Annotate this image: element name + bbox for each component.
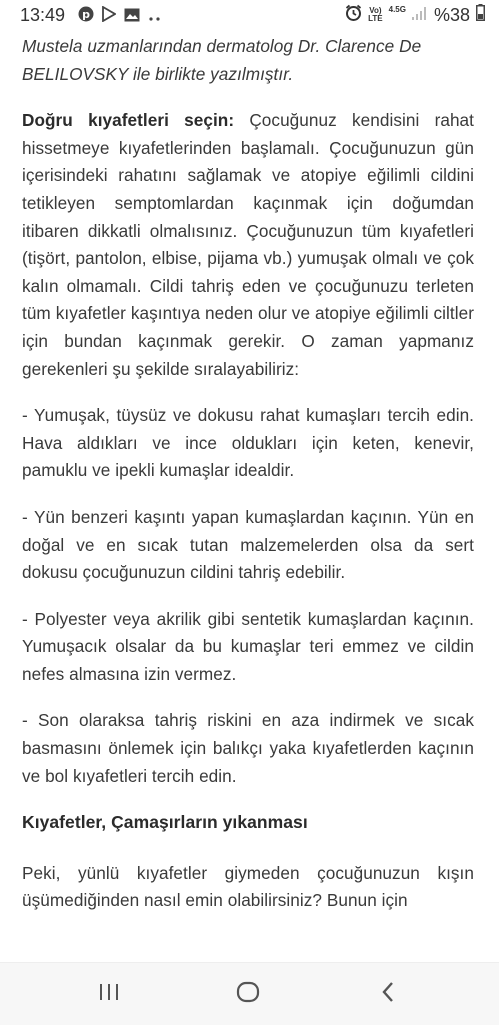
alarm-icon <box>345 4 362 26</box>
article-content <box>22 33 474 934</box>
navigation-bar <box>0 962 499 1025</box>
back-button[interactable] <box>358 977 418 1011</box>
list-item: - Polyester veya akrilik gibi sentetik kumaşlardan kaçının. Yumuşacık olsalar da bu kumaşlar teri emmez ve cildin nefes almasına izin vermez. <box>22 608 474 684</box>
battery-icon <box>476 4 485 26</box>
network-bottom: LTE <box>368 14 383 23</box>
author-note: Mustela uzmanlarından dermatolog Dr. Clarence De BELILOVSKY ile birlikte yazılmıştır. <box>22 36 422 84</box>
status-right <box>345 4 485 26</box>
status-time: 13:49 <box>20 5 66 25</box>
battery-text: %38 <box>433 4 470 25</box>
signal-label: 4.5G <box>388 5 406 14</box>
image-icon <box>124 7 140 27</box>
back-icon <box>380 981 396 1008</box>
section-heading-washing: Kıyafetler, Çamaşırların yıkanması <box>22 812 308 833</box>
network-type <box>368 7 383 23</box>
notification-icons <box>78 6 162 27</box>
list-item: - Yumuşak, tüysüz ve dokusu rahat kumaşları tercih edin. Hava aldıkları ve ince oldukları için keten, kenevir, pamuklu ve ipekli kumaşlar idealdir. <box>22 405 474 481</box>
pinterest-icon <box>78 6 94 27</box>
signal-icon <box>412 5 428 25</box>
section-body: Çocuğunuz kendisini rahat hissetmeye kıyafetlerinden başlamalı. Çocuğunuzun gün içerisindeki rahatını sağlamak ve atopiye eğilimli cildini tetikleyen semptomlardan kaçınmak için doğumdan itibaren dikkatli olmalısınız. Çocuğunuzun tüm kıyafetleri (tişört, pantolon, elbise, pijama vb.) yumuşak olmalı ve çok kalın olmamalı. Cildi tahriş eden ve çocuğunuzu terleten tüm kıyafetler kaşıntıya neden olur ve atopiye eğilimli ciltler için bundan kaçınmak gerekir. O zaman yapmanız gerekenleri şu şekilde sıralayabiliriz: <box>22 110 474 379</box>
section-body-washing: Peki, yünlü kıyafetler giymeden çocuğunuzun kışın üşümediğinden nasıl emin olabilirsiniz? Bunun için <box>22 862 474 911</box>
section-heading: Doğru kıyafetleri seçin: <box>22 110 235 131</box>
svg-text:p: p <box>82 8 90 21</box>
recents-icon <box>98 982 120 1007</box>
home-icon <box>236 981 260 1008</box>
status-bar <box>0 0 499 32</box>
list-item: - Son olaraksa tahriş riskini en aza indirmek ve sıcak basmasını önlemek için balıkçı yaka kıyafetlerden kaçının ve bol kıyafetleri tercih edin. <box>22 710 474 786</box>
more-dots-icon <box>148 7 162 27</box>
play-store-icon <box>102 6 116 27</box>
section-clothing-choice <box>22 107 474 383</box>
network-top: Vo) <box>369 6 382 15</box>
home-button[interactable] <box>218 977 278 1011</box>
list-item: - Yün benzeri kaşıntı yapan kumaşlardan kaçının. Yün en doğal ve en sıcak tutan malzemelerden olsa da sert dokusu çocuğunuzun cildini tahriş edebilir. <box>22 506 474 583</box>
recents-button[interactable] <box>79 977 139 1011</box>
